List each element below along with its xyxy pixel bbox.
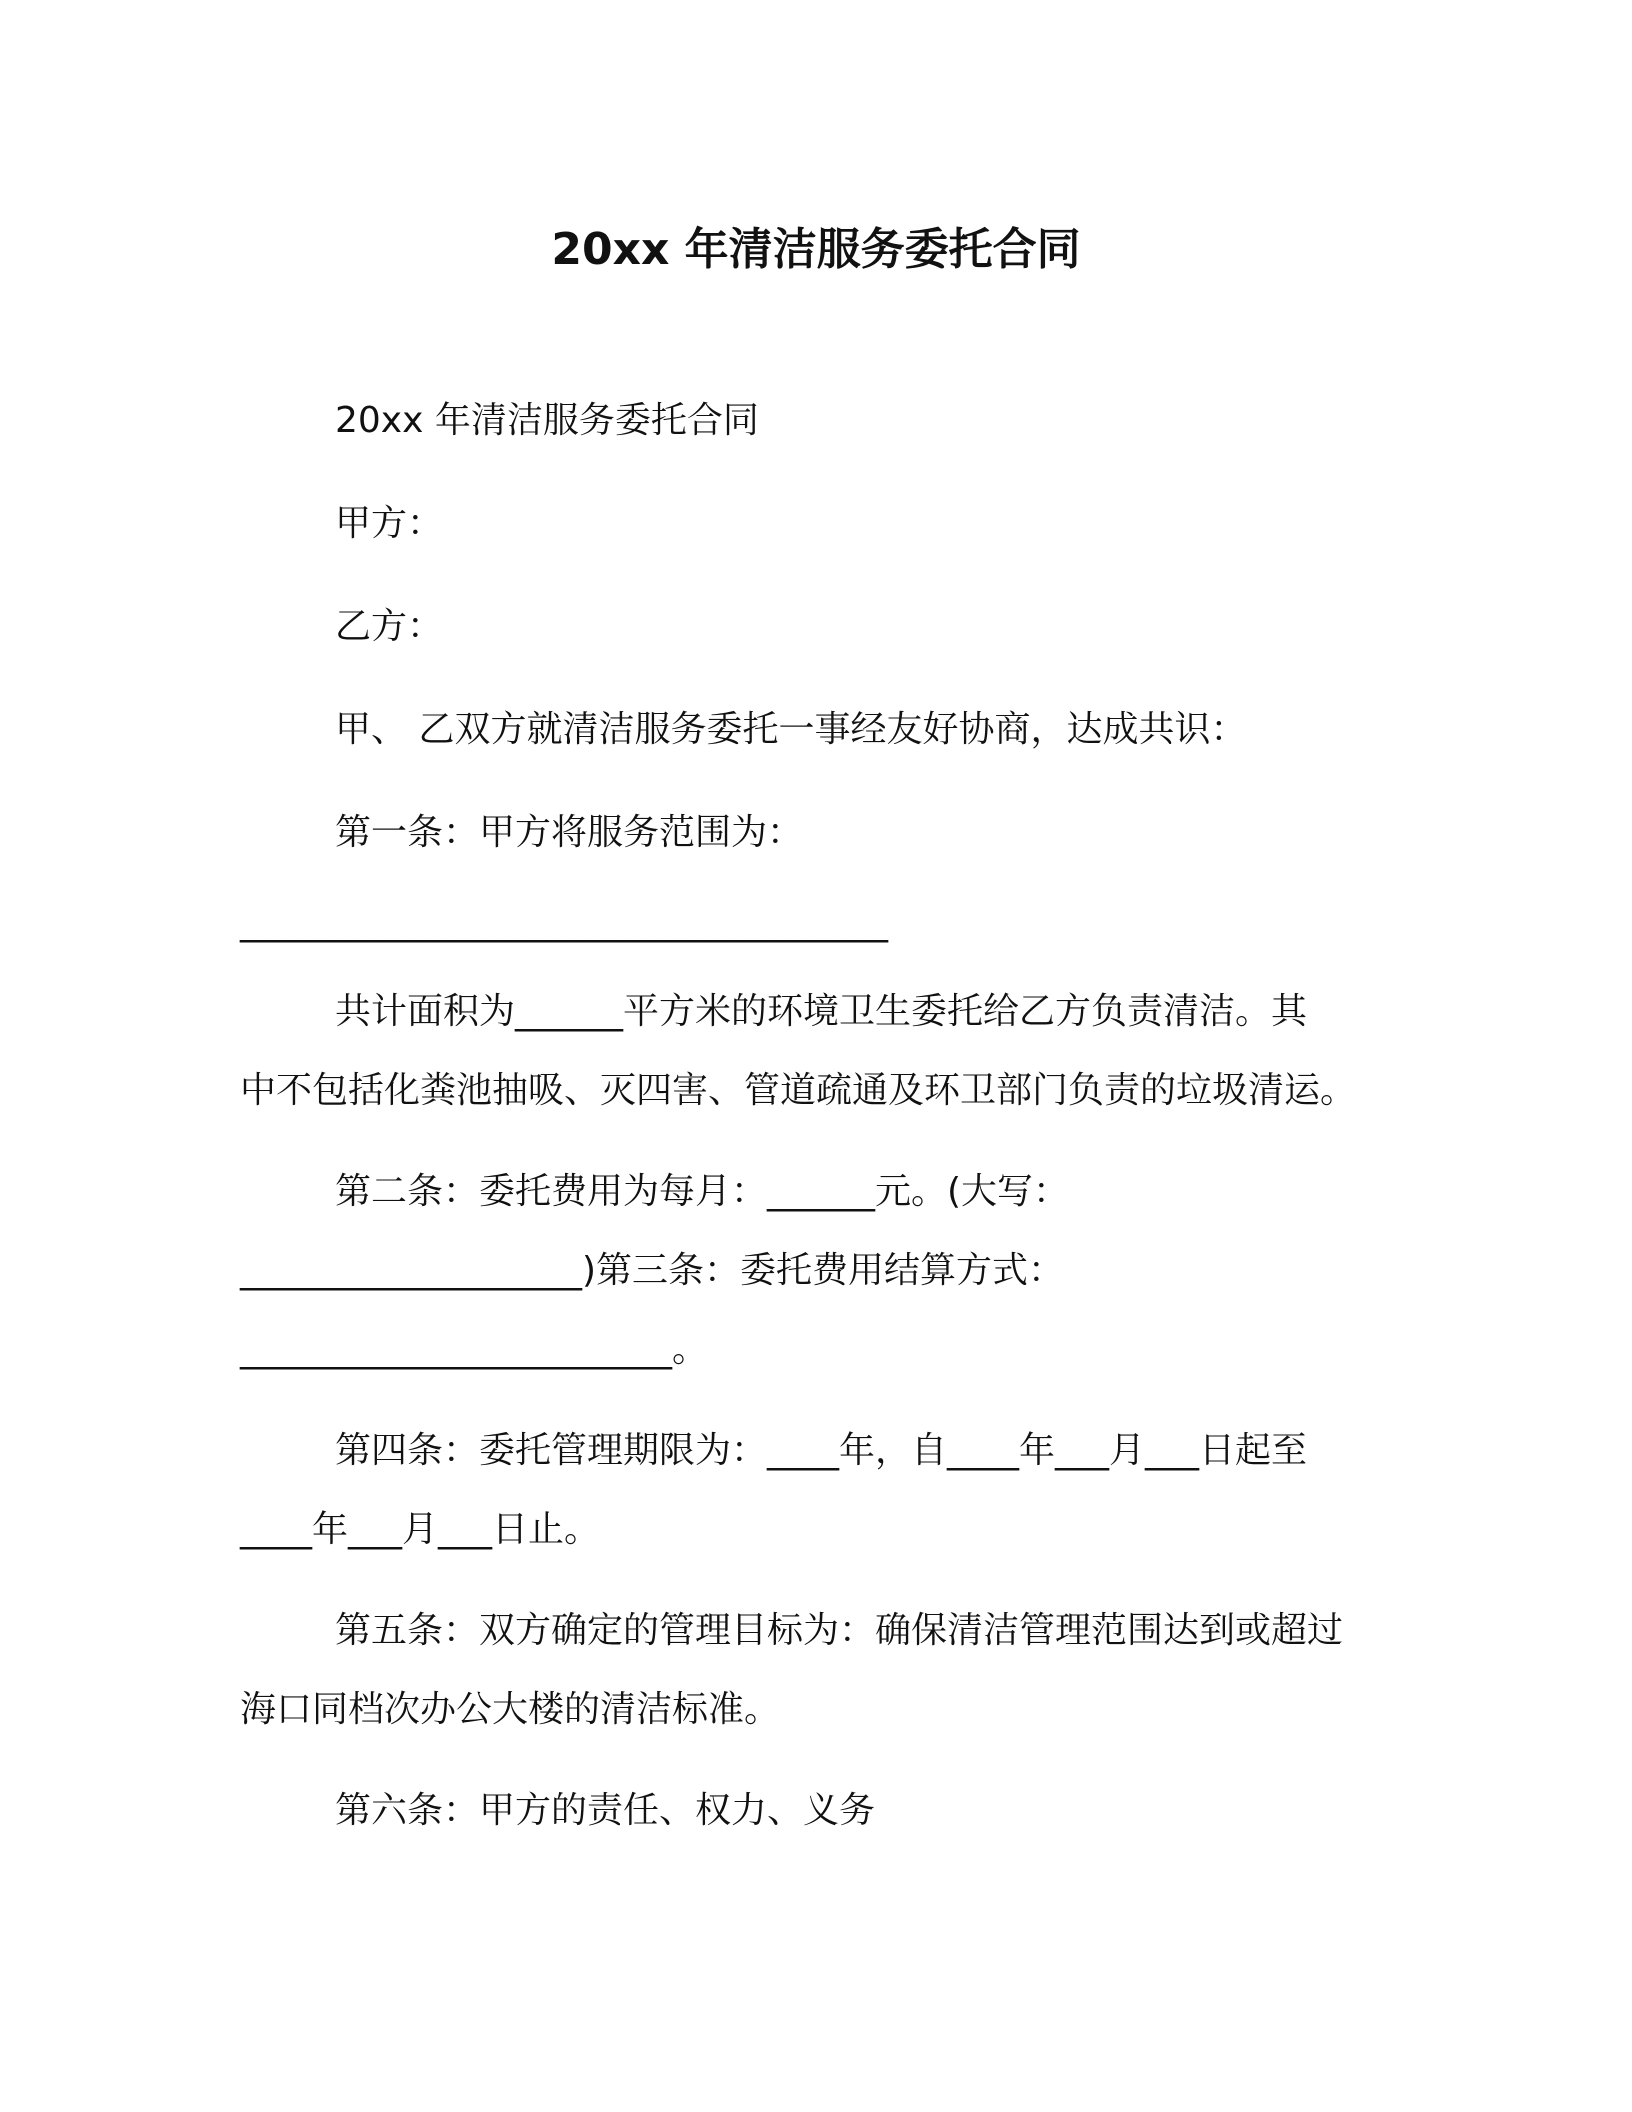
article-5-line-2: 海口同档次办公大楼的清洁标准。 — [240, 1689, 781, 1730]
area-line-2: 中不包括化粪池抽吸、灭四害、管道疏通及环卫部门负责的垃圾清运。 — [240, 1070, 1357, 1111]
article-6-line: 第六条：甲方的责任、权力、义务 — [335, 1790, 876, 1831]
document-title: 20xx 年清洁服务委托合同 — [551, 224, 1081, 275]
article-5-line-1: 第五条：双方确定的管理目标为：确保清洁管理范围达到或超过 — [335, 1610, 1344, 1651]
party-b-line: 乙方： — [335, 606, 444, 647]
article-1-line: 第一条：甲方将服务范围为： — [335, 812, 804, 853]
article-2-line: 第二条：委托费用为每月：______元。(大写： — [335, 1171, 1070, 1212]
article-4-line-1: 第四条：委托管理期限为：____年，自____年___月___日起至 — [335, 1430, 1308, 1471]
party-a-line: 甲方： — [335, 503, 444, 544]
service-scope-blank: ____________________________________ — [240, 902, 888, 943]
agreement-intro: 甲、 乙双方就清洁服务委托一事经友好协商，达成共识： — [335, 709, 1247, 750]
article-3-line: ___________________)第三条：委托费用结算方式： — [240, 1250, 1065, 1291]
contract-heading: 20xx 年清洁服务委托合同 — [335, 400, 759, 441]
article-4-line-2: ____年___月___日止。 — [240, 1509, 601, 1550]
settlement-blank: ________________________。 — [240, 1329, 708, 1370]
area-line-1: 共计面积为______平方米的环境卫生委托给乙方负责清洁。其 — [335, 991, 1308, 1032]
